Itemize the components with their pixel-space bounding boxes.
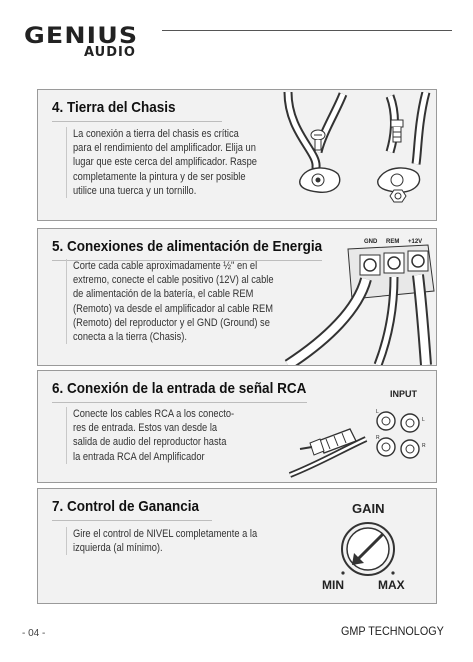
max-label: MAX [378,578,405,592]
section-text: La conexión a tierra del chasis es crítica para el rendimiento del amplificador. Elija un lugar que este cerca del amplificador. Raspe completamente la pintura y de ser posible utilice una tuerca y un tornillo. [66,127,282,198]
genius-audio-logo [24,24,149,64]
min-label: MIN [322,578,344,592]
section-text: Corte cada cable aproximadamente ½" en el extremo, conecte el cable positivo (12V) al cable de alimentación de la batería, el cable REM (Remoto) va desde el amplificador al cable REM (Remoto) del reproductor y el GND (Ground) se conecta a la tierra (Chasis). [66,259,301,344]
terminal-label-rem: REM [386,239,400,245]
section-title: 5. Conexiones de alimentación de Energia [52,238,323,255]
section-text: Gire el control de NIVEL completamente a la izquierda (al mínimo). [66,527,282,555]
section-gain-control [37,488,437,604]
section-title: 7. Control de Ganancia [52,498,200,515]
rca-input-illustration [250,371,436,482]
title-rule [52,520,212,521]
section-power-connections [37,228,437,366]
svg-text:L: L [422,417,425,423]
channel-right-label: R [376,435,380,441]
input-label: INPUT [390,389,417,399]
chassis-ground-illustration [278,92,436,218]
brand-subtitle: AUDIO [84,45,136,60]
svg-text:R: R [422,443,426,449]
terminal-label-12v: +12V [408,239,423,245]
gain-label: GAIN [352,501,385,516]
section-title: 4. Tierra del Chasis [52,99,176,116]
company-name: GMP TECHNOLOGY [341,624,444,638]
section-text: Conecte los cables RCA a los conecto- res de entrada. Estos van desde la salida de audio del reproductor hasta la entrada RCA del Amplificador [66,407,256,464]
section-rca-input [37,370,437,483]
power-terminal-illustration [248,229,436,365]
terminal-label-gnd: GND [364,239,378,245]
brand-name: GENIUS [24,24,139,49]
header-rule [162,30,452,31]
page-number: - 04 - [22,628,46,639]
gain-knob-illustration [308,491,436,601]
channel-left-label: L [376,409,379,415]
title-rule [52,121,222,122]
section-chassis-ground [37,89,437,221]
section-title: 6. Conexión de la entrada de señal RCA [52,380,307,397]
